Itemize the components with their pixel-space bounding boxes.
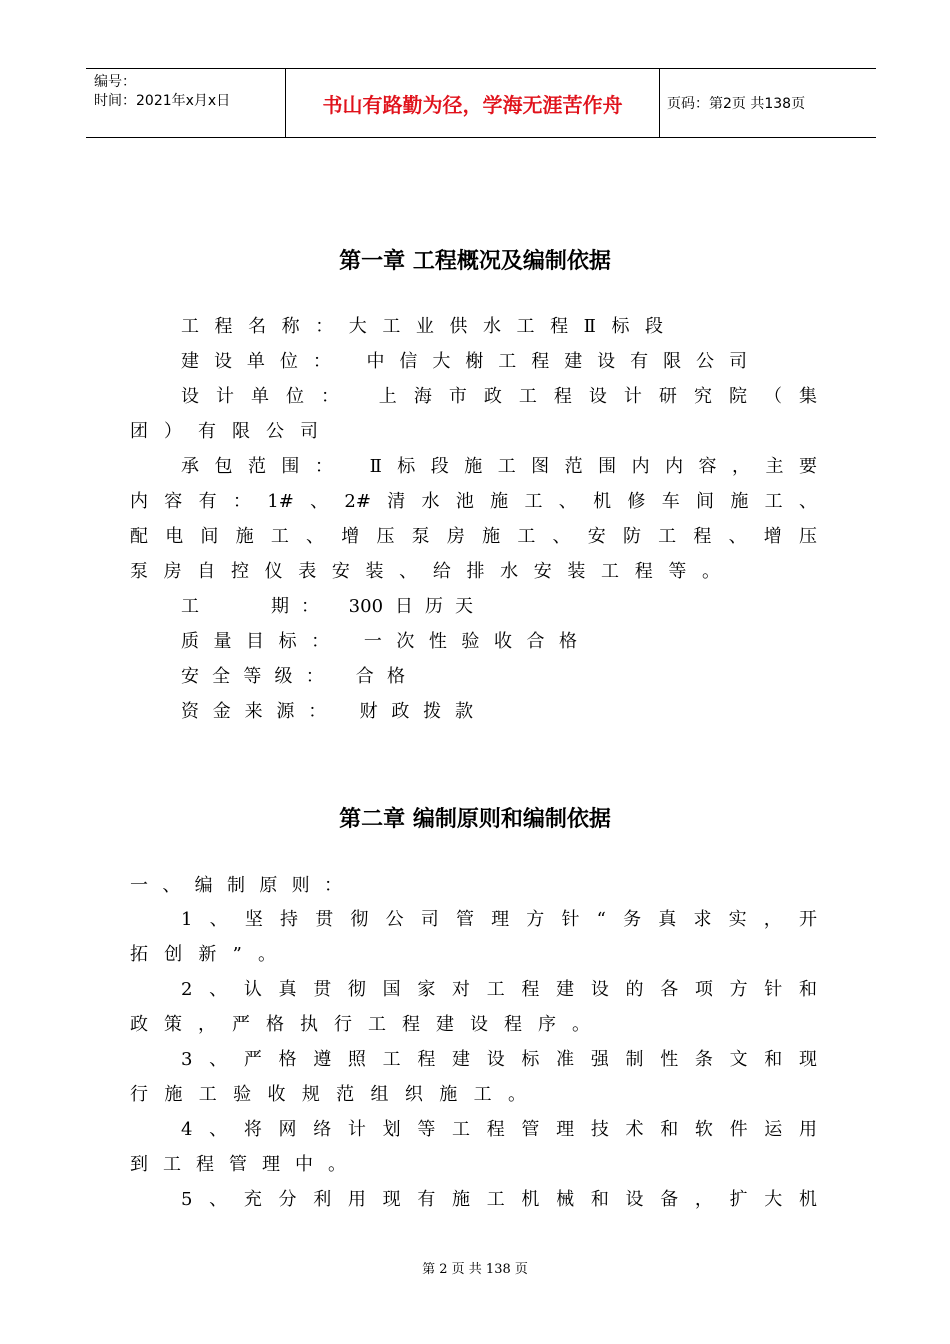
page-header-table xyxy=(86,68,876,138)
principle-5: 5、充分利用现有施工机械和设备，扩大机 xyxy=(181,1189,817,1210)
safety-line: 安全等级： 合格 xyxy=(181,666,405,687)
header-divider xyxy=(659,69,660,137)
builder-line: 建设单位： 中信大榭工程建设有限公司 xyxy=(181,351,747,372)
header-page-info: 页码：第2页 共138页 xyxy=(667,96,806,112)
principle-1-cont: 拓创新”。 xyxy=(130,944,276,965)
chapter-1-title: 第一章 工程概况及编制依据 xyxy=(339,249,611,274)
funding-line: 资金来源： 财政拨款 xyxy=(181,701,473,722)
scope-line-cont: 泵房自控仪表安装、给排水安装工程等。 xyxy=(130,561,720,582)
duration-line: 工 期： 300日历天 xyxy=(181,596,473,617)
principle-1: 1、坚持贯彻公司管理方针“务真求实，开 xyxy=(181,909,817,930)
section-heading: 一、编制原则： xyxy=(130,875,342,896)
designer-line: 设计单位： 上海市政工程设计研究院（集 xyxy=(181,386,817,407)
project-name-line: 工程名称：大工业供水工程Ⅱ标段 xyxy=(181,316,663,337)
quality-line: 质量目标： 一次性验收合格 xyxy=(181,631,577,652)
designer-line-cont: 团）有限公司 xyxy=(130,421,318,442)
header-slogan: 书山有路勤为径，学海无涯苦作舟 xyxy=(322,92,623,117)
principle-2: 2、认真贯彻国家对工程建设的各项方针和 xyxy=(181,979,817,1000)
chapter-2-title: 第二章 编制原则和编制依据 xyxy=(339,807,611,832)
scope-line-cont: 配电间施工、增压泵房施工、安防工程、增压 xyxy=(130,526,817,547)
scope-line: 承包范围： Ⅱ标段施工图范围内内容，主要 xyxy=(181,456,817,477)
header-number-label: 编号： xyxy=(94,74,136,90)
principle-4: 4、将网络计划等工程管理技术和软件运用 xyxy=(181,1119,817,1140)
principle-4-cont: 到工程管理中。 xyxy=(130,1154,346,1175)
header-time-label: 时间：2021年x月x日 xyxy=(94,93,231,109)
scope-line-cont: 内容有：1#、2#清水池施工、机修车间施工、 xyxy=(130,491,817,512)
principle-2-cont: 政策，严格执行工程建设程序。 xyxy=(130,1014,590,1035)
page-footer: 第 2 页 共 138 页 xyxy=(422,1262,528,1277)
header-meta xyxy=(94,73,284,111)
principle-3-cont: 行施工验收规范组织施工。 xyxy=(130,1084,526,1105)
principle-3: 3、严格遵照工程建设标准强制性条文和现 xyxy=(181,1049,817,1070)
